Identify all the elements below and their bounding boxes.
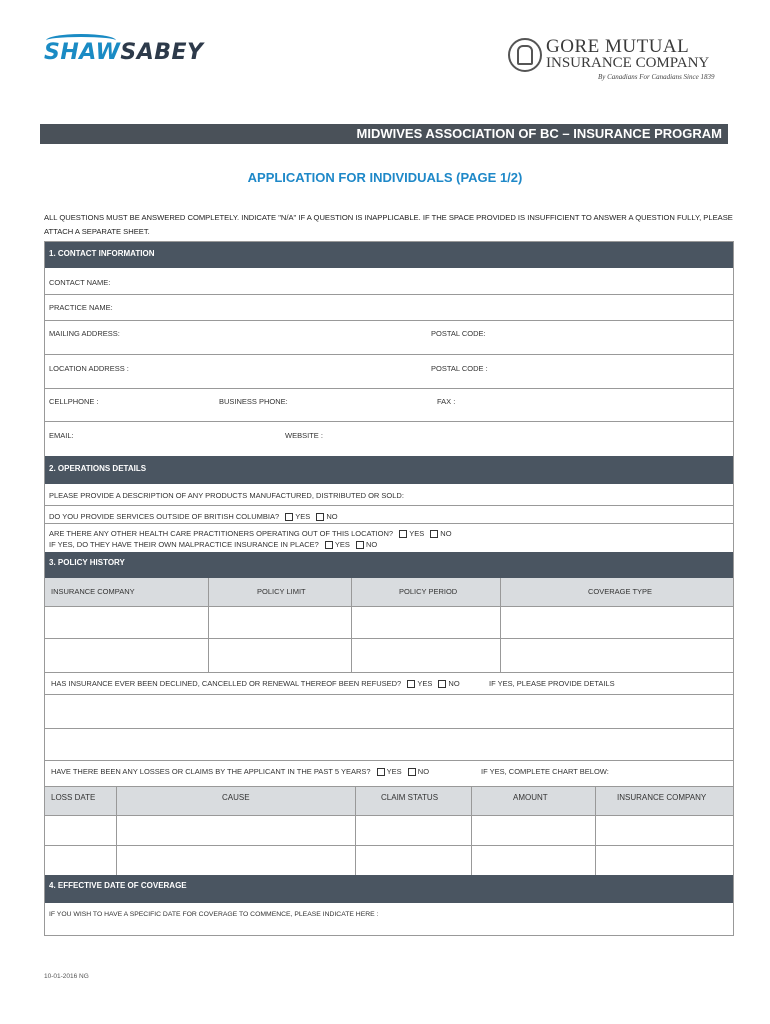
fax-label: FAX : [437, 397, 456, 406]
gore-subname: INSURANCE COMPANY [546, 55, 710, 71]
loss-table-row[interactable] [45, 816, 733, 845]
policy-col-company: INSURANCE COMPANY [51, 587, 135, 596]
products-field[interactable] [45, 484, 733, 506]
services-bc-row [45, 506, 733, 524]
declined-details-label: IF YES, PLEASE PROVIDE DETAILS [489, 679, 615, 688]
declined-details-line[interactable] [45, 695, 733, 728]
program-banner: MIDWIVES ASSOCIATION OF BC – INSURANCE PROGRAM [40, 124, 728, 144]
declined-question [51, 679, 460, 688]
policy-divider [45, 672, 733, 673]
loss-col-date: LOSS DATE [51, 793, 96, 802]
malpractice-no-checkbox[interactable] [356, 541, 364, 549]
products-label: PLEASE PROVIDE A DESCRIPTION OF ANY PRODUCTS MANUFACTURED, DISTRIBUTED OR SOLD: [49, 491, 404, 500]
policy-table-row[interactable] [45, 607, 733, 638]
loss-col-amount: AMOUNT [513, 793, 548, 802]
section-3-heading: 3. POLICY HISTORY [45, 552, 733, 578]
logo-sabey-text: SABEY [120, 40, 204, 65]
location-address-row[interactable] [45, 355, 733, 389]
declined-details-line[interactable] [45, 729, 733, 760]
services-bc-yes-checkbox[interactable] [285, 513, 293, 521]
loss-col-insurer: INSURANCE COMPANY [617, 793, 707, 802]
losses-label: HAVE THERE BEEN ANY LOSSES OR CLAIMS BY THE APPLICANT IN THE PAST 5 YEARS? [51, 767, 371, 776]
practitioners-no-checkbox[interactable] [430, 530, 438, 538]
mailing-address-row[interactable] [45, 321, 733, 355]
gore-name: GORE MUTUAL [546, 36, 690, 57]
malpractice-question [49, 540, 377, 549]
shawsabey-logo [44, 34, 204, 74]
losses-question [51, 767, 429, 776]
footer-code: 10-01-2016 NG [44, 973, 89, 980]
policy-table-row[interactable] [45, 639, 733, 672]
intro-text: ALL QUESTIONS MUST BE ANSWERED COMPLETELY. INDICATE "N/A" IF A QUESTION IS INAPPLICABLE. IF THE SPACE PROVIDED IS INSUFFICIENT TO ANSWER A QUESTION FULLY, PLEASE ATTACH A SEPARATE SHEET. [44, 213, 733, 236]
services-bc-question [49, 512, 338, 521]
section-2-heading: 2. OPERATIONS DETAILS [45, 456, 733, 484]
practitioners-question [49, 529, 452, 538]
postal-code-label-2: POSTAL CODE : [431, 364, 488, 373]
practice-name-label: PRACTICE NAME: [49, 303, 113, 312]
location-address-label: LOCATION ADDRESS : [49, 364, 129, 373]
practitioners-yes-checkbox[interactable] [399, 530, 407, 538]
declined-yes-checkbox[interactable] [407, 680, 415, 688]
gore-emblem-icon [508, 38, 542, 72]
postal-code-label: POSTAL CODE: [431, 329, 486, 338]
malpractice-label: IF YES, DO THEY HAVE THEIR OWN MALPRACTICE INSURANCE IN PLACE? [49, 540, 319, 549]
services-bc-label: DO YOU PROVIDE SERVICES OUTSIDE OF BRITISH COLUMBIA? [49, 512, 280, 521]
yes-label: YES [417, 679, 433, 688]
practitioners-label: ARE THERE ANY OTHER HEALTH CARE PRACTITIONERS OPERATING OUT OF THIS LOCATION? [49, 529, 394, 538]
policy-col-limit: POLICY LIMIT [257, 587, 306, 596]
yes-label: YES [295, 512, 311, 521]
losses-no-checkbox[interactable] [408, 768, 416, 776]
no-label: NO [365, 540, 378, 549]
declined-no-checkbox[interactable] [438, 680, 446, 688]
no-label: NO [448, 679, 460, 688]
phone-row[interactable] [45, 389, 733, 422]
practice-name-field[interactable] [45, 295, 733, 321]
effective-date-label: IF YOU WISH TO HAVE A SPECIFIC DATE FOR COVERAGE TO COMMENCE, PLEASE INDICATE HERE : [49, 911, 379, 918]
cellphone-label: CELLPHONE : [49, 397, 99, 406]
section-1-heading: 1. CONTACT INFORMATION [45, 242, 733, 268]
losses-yes-checkbox[interactable] [377, 768, 385, 776]
contact-name-label: CONTACT NAME: [49, 278, 111, 287]
contact-name-field[interactable] [45, 268, 733, 295]
section-4-heading: 4. EFFECTIVE DATE OF COVERAGE [45, 875, 733, 903]
website-label: WEBSITE : [285, 431, 323, 440]
services-bc-no-checkbox[interactable] [316, 513, 324, 521]
practitioners-row [45, 524, 733, 552]
email-row[interactable] [45, 422, 733, 456]
yes-label: YES [409, 529, 425, 538]
page-title: APPLICATION FOR INDIVIDUALS (PAGE 1/2) [247, 170, 523, 185]
mailing-address-label: MAILING ADDRESS: [49, 329, 120, 338]
no-label: NO [326, 512, 338, 521]
email-label: EMAIL: [49, 431, 74, 440]
declined-divider [45, 760, 733, 761]
malpractice-yes-checkbox[interactable] [325, 541, 333, 549]
application-form [44, 241, 734, 936]
yes-label: YES [386, 767, 402, 776]
gore-mutual-logo [508, 36, 723, 86]
logo-shaw-text: SHAW [44, 40, 121, 65]
policy-col-period: POLICY PERIOD [399, 587, 458, 596]
losses-details-label: IF YES, COMPLETE CHART BELOW: [481, 767, 609, 776]
yes-label: YES [334, 540, 350, 549]
loss-col-cause: CAUSE [222, 793, 250, 802]
loss-col-status: CLAIM STATUS [381, 793, 439, 802]
declined-label: HAS INSURANCE EVER BEEN DECLINED, CANCELLED OR RENEWAL THEREOF BEEN REFUSED? [51, 679, 402, 688]
no-label: NO [417, 767, 430, 776]
loss-table-row[interactable] [45, 846, 733, 875]
gore-tagline: By Canadians For Canadians Since 1839 [598, 73, 715, 81]
effective-date-field[interactable] [45, 903, 733, 935]
business-phone-label: BUSINESS PHONE: [219, 397, 288, 406]
loss-divider [45, 786, 733, 787]
policy-col-coverage: COVERAGE TYPE [588, 587, 653, 596]
no-label: NO [440, 529, 452, 538]
